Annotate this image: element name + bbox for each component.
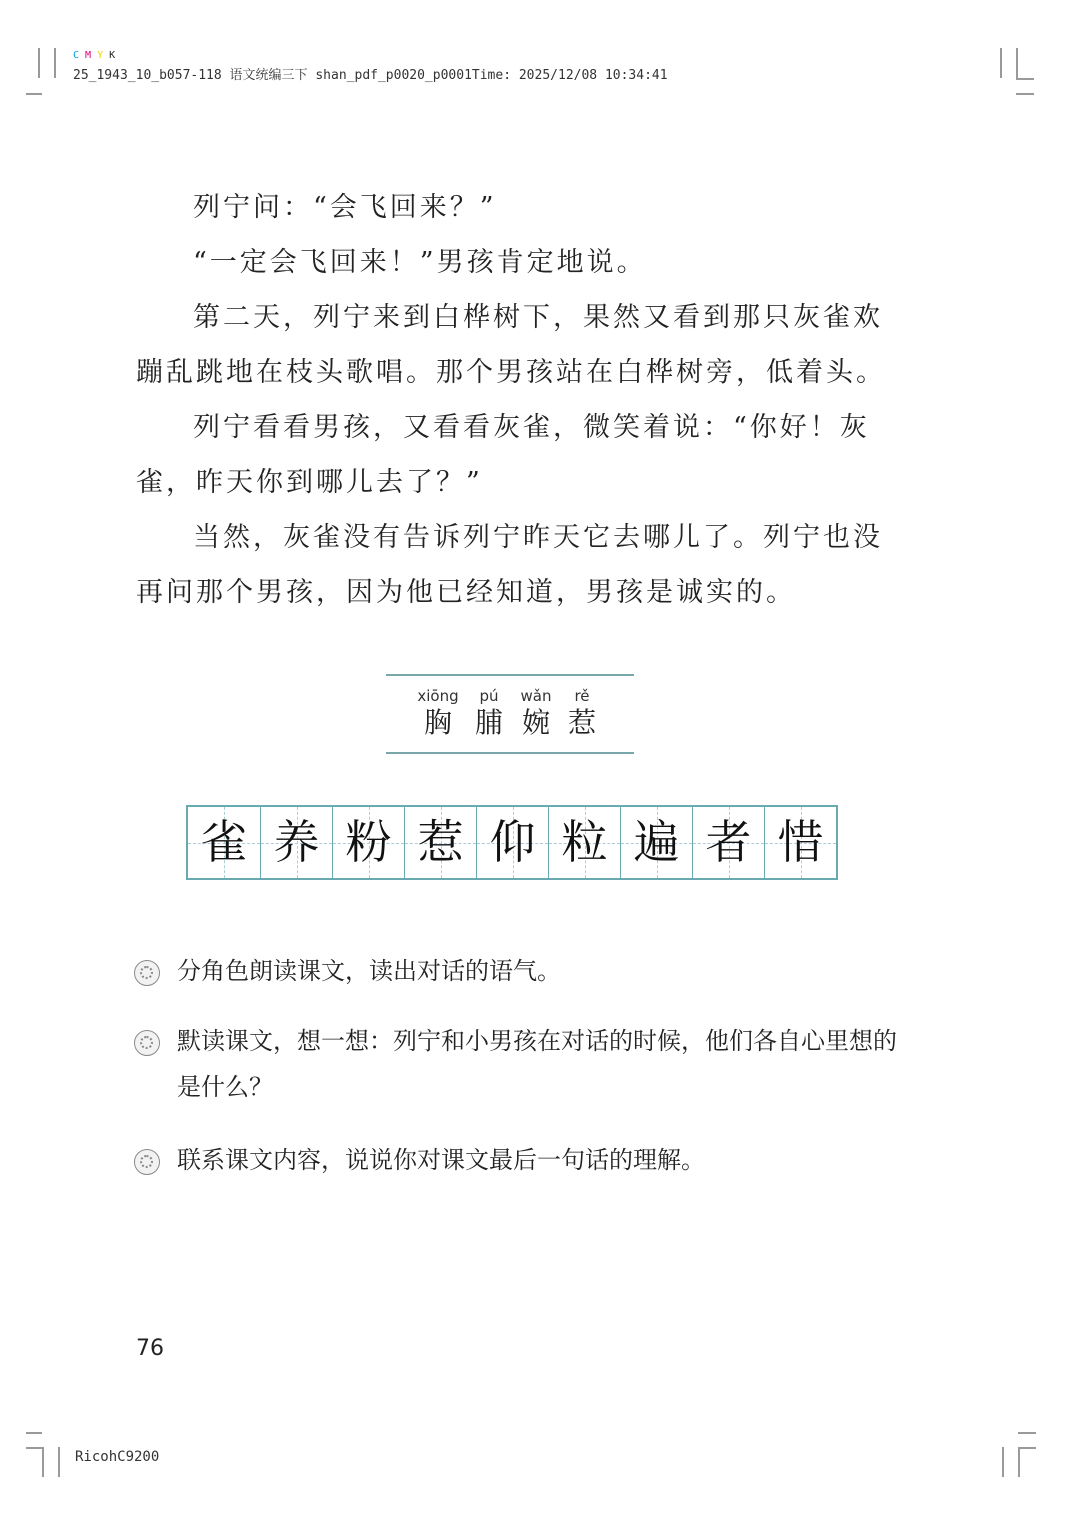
crop-mark bbox=[1018, 1432, 1036, 1434]
exercise-bullet-icon bbox=[134, 1149, 160, 1175]
crop-mark bbox=[38, 48, 40, 78]
story-paragraph: 当然，灰雀没有告诉列宁昨天它去哪儿了。列宁也没再问那个男孩，因为他已经知道，男孩是诚实的。 bbox=[136, 522, 883, 608]
grid-cell bbox=[260, 807, 332, 878]
vocabulary-top-rule bbox=[386, 674, 634, 676]
exercise-bullet-icon bbox=[134, 1030, 160, 1056]
grid-cell bbox=[188, 807, 260, 878]
grid-character: 遍 bbox=[633, 815, 680, 869]
crop-mark bbox=[42, 1447, 44, 1477]
grid-character: 者 bbox=[705, 815, 752, 869]
grid-cell bbox=[476, 807, 548, 878]
crop-mark bbox=[1016, 78, 1034, 80]
crop-mark bbox=[1018, 1447, 1036, 1449]
crop-mark bbox=[1016, 93, 1034, 95]
grid-cell bbox=[332, 807, 404, 878]
crop-mark bbox=[1018, 1447, 1020, 1477]
exercise-text: 联系课文内容，说说你对课文最后一句话的理解。 bbox=[177, 1146, 705, 1174]
page-number: 76 bbox=[136, 1336, 164, 1361]
grid-character: 粒 bbox=[561, 815, 608, 869]
vocabulary-bottom-rule bbox=[386, 752, 634, 754]
hanzi: 胸 bbox=[423, 706, 452, 739]
grid-cell bbox=[548, 807, 620, 878]
crop-mark bbox=[58, 1447, 60, 1477]
grid-cell bbox=[620, 807, 692, 878]
grid-character: 养 bbox=[273, 815, 320, 869]
grid-character: 惜 bbox=[777, 815, 824, 869]
pinyin: rě bbox=[574, 687, 590, 705]
pinyin: pú bbox=[479, 687, 499, 705]
cmyk-m: M bbox=[85, 50, 96, 61]
writing-grid bbox=[186, 805, 838, 880]
cmyk-y: Y bbox=[97, 50, 108, 61]
cmyk-color-marks bbox=[73, 50, 121, 61]
crop-mark bbox=[1002, 1447, 1004, 1477]
crop-mark bbox=[1016, 48, 1018, 78]
hanzi: 惹 bbox=[567, 706, 596, 739]
grid-character: 仰 bbox=[489, 815, 536, 869]
story-paragraph: 列宁看看男孩，又看看灰雀，微笑着说：“你好！灰雀，昨天你到哪儿去了？” bbox=[136, 412, 870, 498]
pinyin: wǎn bbox=[520, 687, 552, 705]
crop-mark bbox=[1000, 48, 1002, 78]
print-slug: 25_1943_10_b057-118 语文统编三下 shan_pdf_p0020_p0001Time: 2025/12/08 10:34:41 bbox=[73, 68, 668, 83]
story-paragraph: “一定会飞回来！”男孩肯定地说。 bbox=[193, 247, 647, 278]
grid-cell bbox=[404, 807, 476, 878]
grid-cell bbox=[764, 807, 836, 878]
crop-mark bbox=[26, 1447, 42, 1449]
exercise-text: 默读课文，想一想：列宁和小男孩在对话的时候，他们各自心里想的是什么？ bbox=[177, 1027, 897, 1101]
crop-mark bbox=[26, 1432, 42, 1434]
hanzi: 婉 bbox=[521, 706, 550, 739]
vocabulary-box bbox=[386, 674, 634, 754]
printer-mark: RicohC9200 bbox=[75, 1449, 160, 1465]
crop-mark bbox=[54, 48, 56, 78]
hanzi: 脯 bbox=[474, 706, 503, 739]
crop-mark bbox=[26, 93, 42, 95]
pinyin: xiōng bbox=[417, 687, 459, 705]
story-paragraph: 列宁问：“会飞回来？” bbox=[193, 192, 497, 223]
exercise-text: 分角色朗读课文，读出对话的语气。 bbox=[177, 957, 561, 985]
cmyk-k: K bbox=[109, 50, 120, 61]
story-paragraph: 第二天，列宁来到白桦树下，果然又看到那只灰雀欢蹦乱跳地在枝头歌唱。那个男孩站在白桦树旁，低着头。 bbox=[136, 302, 886, 388]
cmyk-c: C bbox=[73, 50, 84, 61]
grid-character: 粉 bbox=[345, 815, 392, 869]
exercise-bullet-icon bbox=[134, 960, 160, 986]
grid-character: 惹 bbox=[417, 815, 464, 869]
grid-character: 雀 bbox=[201, 815, 247, 869]
vocabulary-word bbox=[552, 686, 612, 740]
grid-cell bbox=[692, 807, 764, 878]
